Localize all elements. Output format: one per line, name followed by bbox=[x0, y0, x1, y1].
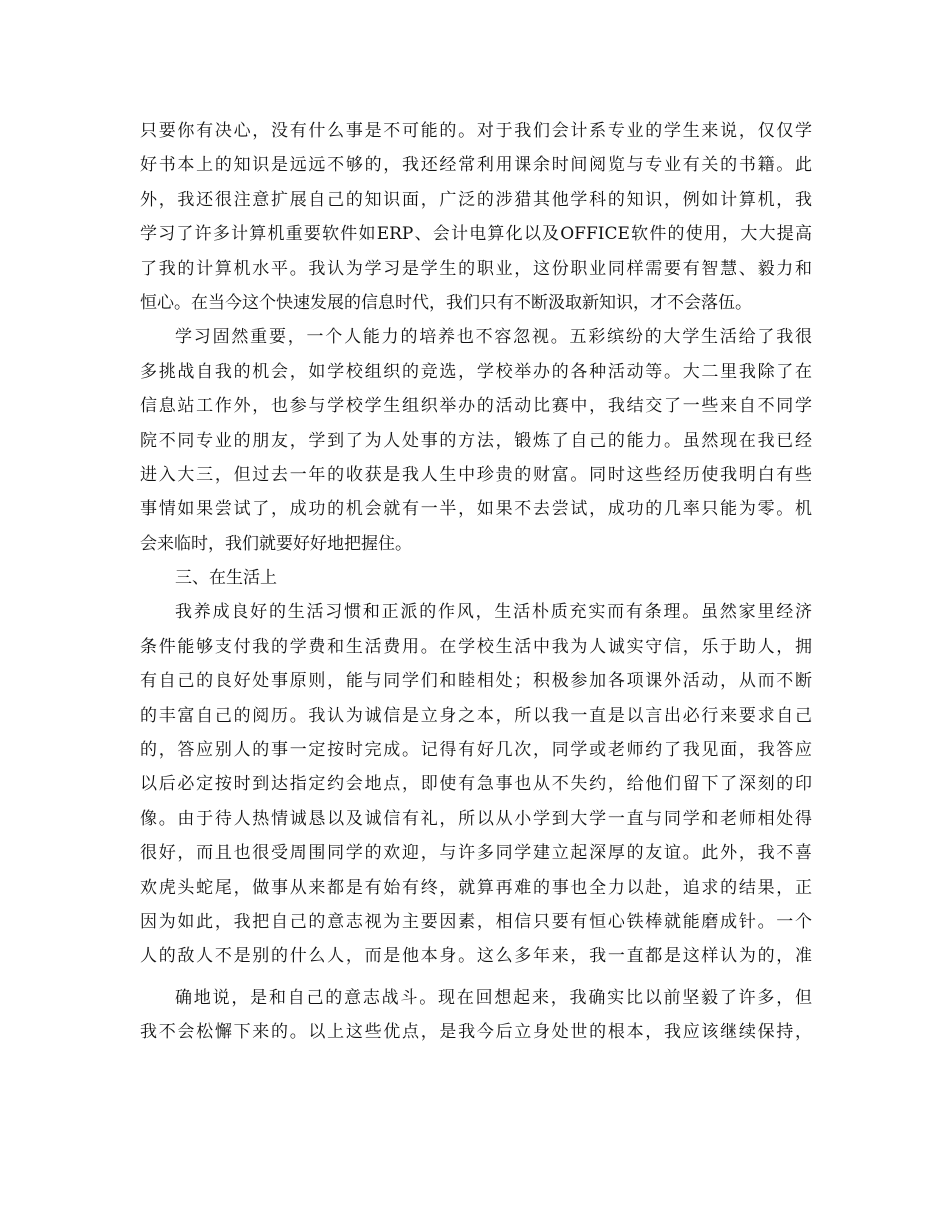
text-line: 有自己的良好处事原则，能与同学们和睦相处；积极参加各项课外活动，从而不断 bbox=[140, 671, 812, 692]
text-line: 确地说，是和自己的意志战斗。现在回想起来，我确实比以前坚毅了许多，但 bbox=[175, 987, 812, 1008]
text-line: 多挑战自我的机会，如学校组织的竞选，学校举办的各种活动等。大二里我除了在 bbox=[140, 361, 812, 382]
text-line: 我养成良好的生活习惯和正派的作风，生活朴质充实而有条理。虽然家里经济 bbox=[175, 602, 812, 623]
text-line: 好书本上的知识是远远不够的，我还经常利用课余时间阅览与专业有关的书籍。此 bbox=[140, 155, 812, 176]
text-line: 学习了许多计算机重要软件如ERP、会计电算化以及OFFICE软件的使用，大大提高 bbox=[140, 224, 812, 245]
text-line: 欢虎头蛇尾，做事从来都是有始有终，就算再难的事也全力以赴，追求的结果，正 bbox=[140, 877, 812, 898]
text-line: 因为如此，我把自己的意志视为主要因素，相信只要有恒心铁棒就能磨成针。一个 bbox=[140, 911, 812, 932]
text-line: 外，我还很注意扩展自己的知识面，广泛的涉猎其他学科的知识，例如计算机，我 bbox=[140, 189, 812, 210]
text-line: 我不会松懈下来的。以上这些优点，是我今后立身处世的根本，我应该继续保持， bbox=[140, 1022, 812, 1043]
text-line: 的，答应别人的事一定按时完成。记得有好几次，同学或老师约了我见面，我答应 bbox=[140, 740, 812, 761]
body-text bbox=[140, 114, 812, 1050]
text-line: 很好，而且也很受周围同学的欢迎，与许多同学建立起深厚的友谊。此外，我不喜 bbox=[140, 843, 812, 864]
text-line: 事情如果尝试了，成功的机会就有一半，如果不去尝试，成功的几率只能为零。机 bbox=[140, 499, 812, 520]
text-line: 人的敌人不是别的什么人，而是他本身。这么多年来，我一直都是这样认为的，准 bbox=[140, 946, 812, 967]
text-line: 院不同专业的朋友，学到了为人处事的方法，锻炼了自己的能力。虽然现在我已经 bbox=[140, 430, 812, 451]
text-line: 恒心。在当今这个快速发展的信息时代，我们只有不断汲取新知识，才不会落伍。 bbox=[140, 292, 752, 313]
text-line: 会来临时，我们就要好好地把握住。 bbox=[140, 533, 412, 554]
paragraph-gap bbox=[140, 974, 812, 981]
text-line: 条件能够支付我的学费和生活费用。在学校生活中我为人诚实守信，乐于助人，拥 bbox=[140, 636, 812, 657]
text-line: 以后必定按时到达指定约会地点，即使有急事也从不失约，给他们留下了深刻的印 bbox=[140, 774, 812, 795]
text-line: 像。由于待人热情诚恳以及诚信有礼，所以从小学到大学一直与同学和老师相处得 bbox=[140, 808, 812, 829]
text-line: 的丰富自己的阅历。我认为诚信是立身之本，所以我一直是以言出必行来要求自己 bbox=[140, 705, 812, 726]
text-line: 进入大三，但过去一年的收获是我人生中珍贵的财富。同时这些经历使我明白有些 bbox=[140, 464, 812, 485]
text-line: 三、在生活上 bbox=[175, 568, 277, 589]
text-line: 信息站工作外，也参与学校学生组织举办的活动比赛中，我结交了一些来自不同学 bbox=[140, 396, 812, 417]
text-line: 只要你有决心，没有什么事是不可能的。对于我们会计系专业的学生来说，仅仅学 bbox=[140, 121, 812, 141]
text-line: 学习固然重要，一个人能力的培养也不容忽视。五彩缤纷的大学生活给了我很 bbox=[175, 327, 812, 348]
text-line: 了我的计算机水平。我认为学习是学生的职业，这份职业同样需要有智慧、毅力和 bbox=[140, 258, 812, 279]
